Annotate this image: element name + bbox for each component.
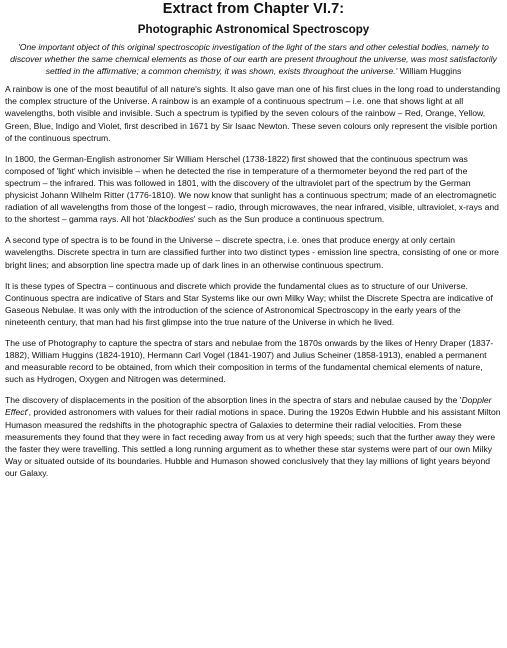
paragraph-spectra-types: It is these types of Spectra – continuous and discrete which provide the fundamental clues as to structure of our Universe. Continuous spectra are indicative of Stars and Star Systems like our own Milky Way; whilst the Discrete Spectra are indicative of Gaseous Nebulae. It was only with the introduction of the science of Astronomical Spectroscopy in the early years of the nineteenth century, that man had his first glimpse into the true nature of the Universe in which he lived.	[5, 280, 493, 327]
paragraph-discrete-spectra: A second type of spectra is to be found in the Universe – discrete spectra, i.e. ones that produce energy at only certain wavelengths. Discrete spectra in turn are classified further into two distinct types - emission line spectra, consisting of one or more bright lines; and absorption line spectra made up of dark lines in an otherwise continuous spectrum.	[5, 235, 499, 270]
quote-author: William Huggins	[399, 66, 462, 77]
paragraph-herschel	[5, 153, 502, 226]
paragraph-rainbow: A rainbow is one of the most beautiful of all nature's sights. It also gave man one of his first clues in the long road to understanding the complex structure of the Universe. A rainbow is an example of a continuous spectrum – i.e. one that shows light at all wavelengths, both visible and invisible. Such a spectrum is typified by the seven colours of the rainbow – Red, Orange, Yellow, Green, Blue, Indigo and Violet, first described in 1671 by Sir Isaac Newton. These seven colours only represent the visible portion of the continuous spectrum.	[5, 84, 501, 143]
emphasis-text: Doppler Effect	[5, 395, 492, 418]
quote-text: 'One important object of this original spectroscopic investigation of the light of the stars and other celestial bodies, namely to discover whether the same chemical elements as those of our earth are present throughout the universe, was most satisfactorily settled in the affirmative; a common chemistry, it was shown, exists throughout the universe.'	[10, 42, 497, 77]
paragraph-text: The discovery of displacements in the position of the absorption lines in the spectra of stars and nebulae caused by the '	[5, 395, 462, 406]
paragraph-text: ', provided astronomers with values for their radial motions in space. During the 1920s Edwin Hubble and his assistant Milton Humason measured the redshifts in the photographic spectra of Galaxies to determine their radial velocities. From these measurements they found that they were in fact receding away from us at very high speeds; such that the further away they were the faster they were travelling. This settled a long running argument as to whether these star systems were part of our own Milky Way or situated outside of its boundaries. Hubble and Humason showed conclusively that they lay millions of light years beyond our Galaxy.	[5, 407, 501, 478]
paragraph-doppler	[5, 394, 502, 479]
paragraph-text: ' such as the Sun produce a continuous spectrum.	[193, 214, 385, 225]
document-title: Extract from Chapter VI.7:	[162, 1, 345, 17]
paragraph-text: In 1800, the German-English astronomer Sir William Herschel (1738-1822) first showed that the continuous spectrum was composed of 'light' which invisible – when he detected the rise in temperature of a thermometer beyond the red part of the spectrum – the infrared. This was followed in 1801, with the discovery of the ultraviolet part of the spectrum by the German physicist Johann Wilhelm Ritter (1776-1810). We now know that sunlight has a continuous spectrum; made of an electromagnetic radiation of all wavelengths from those of the longest – radio, through microwaves, the near infrared, visible, ultraviolet, x-rays and to the shortest – gamma rays. All hot '	[5, 153, 499, 225]
paragraph-photography: The use of Photography to capture the spectra of stars and nebulae from the 1870s onwards by the likes of Henry Draper (1837-1882), William Huggins (1824-1910), Hermann Carl Vogel (1841-1907) and Julius Scheiner (1858-1913), enabled a permanent and measurable record to be obtained, from which their composition in terms of the fundamental chemical elements of nature, such as Hydrogen, Oxygen and Nitrogen was determined.	[5, 337, 494, 385]
emphasis-text: blackbodies	[148, 214, 194, 225]
document-subtitle: Photographic Astronomical Spectroscopy	[137, 23, 370, 36]
epigraph-quote	[5, 41, 502, 77]
